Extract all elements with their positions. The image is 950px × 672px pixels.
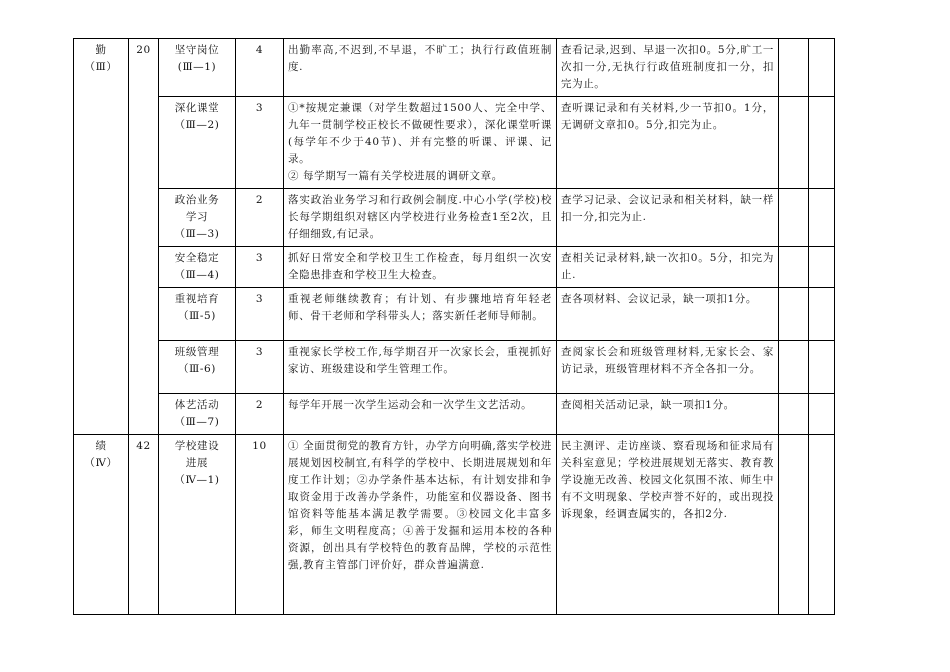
score-cell: 3 [236, 97, 284, 189]
points-cell: 20 [129, 39, 159, 435]
method-cell: 查阅家长会和班级管理材料,无家长会、家访记录，班级管理材料不齐全各扣一分。 [557, 341, 779, 394]
item-cell: 政治业务 学习 （Ⅲ—3) [159, 189, 236, 247]
category-cell: 勤 （Ⅲ） [74, 39, 129, 435]
blank-cell [809, 97, 835, 189]
points-cell: 42 [129, 435, 159, 615]
score-cell: 3 [236, 247, 284, 288]
blank-cell [809, 39, 835, 97]
score-cell: 3 [236, 341, 284, 394]
table-row [74, 435, 835, 615]
table-row [74, 288, 835, 341]
score-cell: 3 [236, 288, 284, 341]
table-row [74, 394, 835, 435]
item-cell: 深化课堂 （Ⅲ—2) [159, 97, 236, 189]
method-cell: 查阅相关活动记录，缺一项扣1分。 [557, 394, 779, 435]
blank-cell [779, 97, 809, 189]
content-cell: 每学年开展一次学生运动会和一次学生文艺活动。 [284, 394, 557, 435]
table-row [74, 189, 835, 247]
method-cell: 查学习记录、会议记录和相关材料，缺一样扣一分,扣完为止. [557, 189, 779, 247]
method-cell: 查看记录,迟到、早退一次扣0。5分,旷工一次扣一分,无执行行政值班制度扣一分，扣完为止。 [557, 39, 779, 97]
item-cell: 安全稳定 （Ⅲ—4) [159, 247, 236, 288]
table-row [74, 247, 835, 288]
method-cell: 民主测评、走访座谈、察看现场和征求局有关科室意见；学校进展规划无落实、教育教学设施无改善、校园文化氛围不浓、师生中有不文明现象、学校声誉不好的，或出现投诉现象，经调查属实的，各扣2分. [557, 435, 779, 615]
blank-cell [779, 247, 809, 288]
table-row [74, 97, 835, 189]
method-cell: 查相关记录材料,缺一次扣0。5分，扣完为止. [557, 247, 779, 288]
blank-cell [779, 288, 809, 341]
blank-cell [809, 189, 835, 247]
blank-cell [809, 394, 835, 435]
method-cell: 查听课记录和有关材料,少一节扣0。1分，无调研文章扣0。5分,扣完为止。 [557, 97, 779, 189]
blank-cell [809, 247, 835, 288]
item-cell: 坚守岗位 (Ⅲ—1) [159, 39, 236, 97]
content-cell: 抓好日常安全和学校卫生工作检查，每月组织一次安全隐患排查和学校卫生大检查。 [284, 247, 557, 288]
table-row [74, 341, 835, 394]
score-cell: 4 [236, 39, 284, 97]
score-cell: 2 [236, 189, 284, 247]
category-cell: 绩 （Ⅳ） [74, 435, 129, 615]
item-cell: 班级管理 （Ⅲ-6) [159, 341, 236, 394]
blank-cell [779, 189, 809, 247]
content-cell: 重视家长学校工作,每学期召开一次家长会，重视抓好家访、班级建设和学生管理工作。 [284, 341, 557, 394]
content-cell: 落实政治业务学习和行政例会制度.中心小学(学校)校长每学期组织对辖区内学校进行业务检查1至2次，且仔细细致,有记录。 [284, 189, 557, 247]
content-cell: ① 全面贯彻党的教育方针，办学方向明确,落实学校进展规划因校制宜,有科学的学校中、长期进展规划和年度工作计划；②办学条件基本达标，有计划安排和争取资金用于改善办学条件，功能室和仪器设备、图书馆资料等能基本满足教学需要。③校园文化丰富多彩，师生文明程度高；④善于发掘和运用本校的各种资源，创出具有学校特色的教育品牌，学校的示范性强,教育主管部门评价好，群众普遍满意. [284, 435, 557, 615]
item-cell: 体艺活动 （Ⅲ—7) [159, 394, 236, 435]
table-row [74, 39, 835, 97]
blank-cell [779, 341, 809, 394]
content-cell: 出勤率高,不迟到,不早退，不旷工；执行行政值班制度. [284, 39, 557, 97]
blank-cell [809, 341, 835, 394]
item-cell: 重视培育 （Ⅲ-5) [159, 288, 236, 341]
blank-cell [779, 394, 809, 435]
blank-cell [809, 288, 835, 341]
score-cell: 2 [236, 394, 284, 435]
score-cell: 10 [236, 435, 284, 615]
blank-cell [779, 435, 809, 615]
content-cell: 重视老师继续教育；有计划、有步骤地培育年轻老师、骨干老师和学科带头人；落实新任老师导师制。 [284, 288, 557, 341]
blank-cell [809, 435, 835, 615]
blank-cell [779, 39, 809, 97]
evaluation-table [73, 38, 835, 615]
content-cell: ①*按规定兼课（对学生数超过1500人、完全中学、九年一贯制学校正校长不做硬性要求），深化课堂听课(每学年不少于40节)、并有完整的听课、评课、记录。 ② 每学期写一篇有关学校进展的调研文章。 [284, 97, 557, 189]
method-cell: 查各项材料、会议记录，缺一项扣1分。 [557, 288, 779, 341]
item-cell: 学校建设 进展 （Ⅳ—1) [159, 435, 236, 615]
